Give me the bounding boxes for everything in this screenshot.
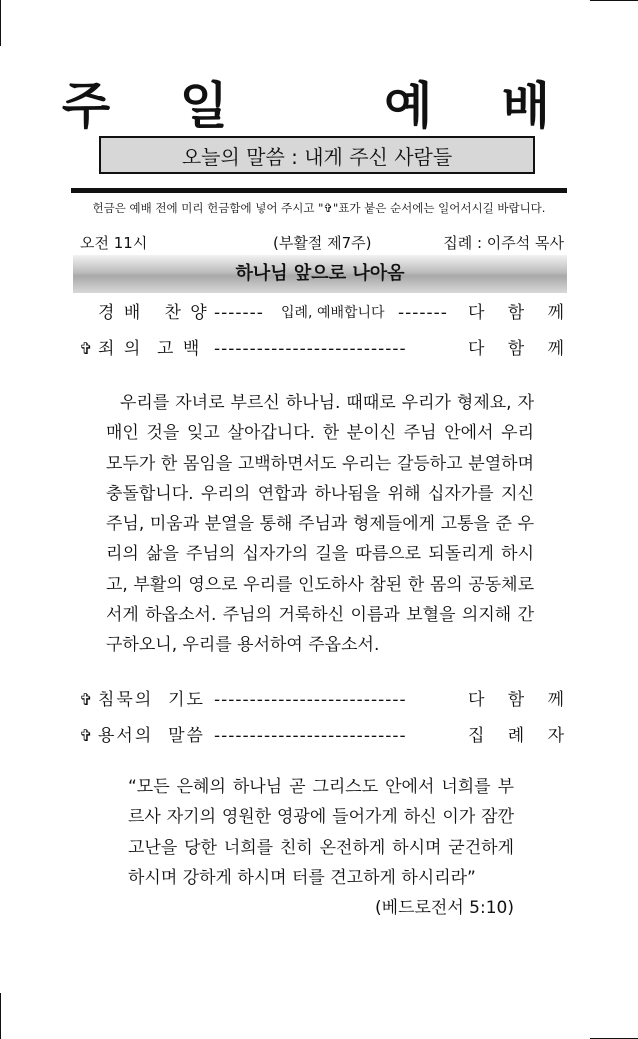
service-time: 오전 11시	[80, 234, 148, 252]
order-item-name: 경 배 찬 양	[98, 303, 209, 323]
page-title: 주 일 예 배	[61, 77, 577, 135]
order-item	[76, 687, 564, 713]
confession-prayer: 우리를 자녀로 부르신 하나님. 때때로 우리가 형제요, 자매인 것을 잊고 살아갑니다. 한 분이신 주님 안에서 우리 모두가 한 몸임을 고백하면서도 우리는 갈등하고 분열하며 충돌합니다. 우리의 연합과 하나됨을 위해 십자가를 지신 주님, 미움과 분열을 통해 주님과 형제들에게 고통을 준 우리의 삶을 주님의 십자가의 길을 따름으로 되돌리게 하시고, 부활의 영으로 우리를 인도하사 참된 한 몸의 공동체로 서게 하옵소서. 주님의 거룩하신 이름과 보혈을 의지해 간구하오니, 우리를 용서하여 주옵소서.	[106, 393, 534, 656]
order-item-leader	[468, 723, 564, 749]
order-item-leader	[468, 687, 564, 713]
leader-char: 자	[547, 726, 564, 746]
absolution-text: “모든 은혜의 하나님 곧 그리스도 안에서 너희를 부르사 자기의 영원한 영광에 들어가게 하신 이가 잠깐 고난을 당한 너희를 친히 온전하게 하시며 굳건하게 하시며 강하게 하시며 터를 견고하게 하시리라”	[128, 777, 514, 888]
order-item	[76, 723, 564, 749]
leader-dots: ---------------------------	[214, 339, 407, 359]
leader-char: 다	[468, 690, 485, 710]
leader-dots: ---------------------------	[214, 690, 407, 710]
leader-dots: -------	[398, 303, 448, 323]
sermon-subtitle: 오늘의 말씀 : 내게 주신 사람들	[181, 145, 453, 169]
stand-cross-icon: ✞	[79, 339, 93, 358]
order-item-note: 입례, 예배합니다	[281, 305, 385, 321]
order-item-name: 용서의 말씀	[98, 726, 205, 746]
absolution-scripture	[128, 772, 514, 923]
leader-dots: -------	[214, 303, 264, 323]
crop-mark-top-right	[590, 0, 638, 1]
leader-char: 함	[507, 303, 525, 323]
offering-notice: 헌금은 예배 전에 미리 헌금함에 넣어 주시고 "✞"표가 붙은 순서에는 일어서시길 바랍니다.	[92, 201, 546, 215]
leader-char: 함	[507, 339, 525, 359]
leader-char: 례	[507, 726, 525, 746]
sermon-subtitle-box	[99, 136, 535, 174]
section-title: 하나님 앞으로 나아옴	[235, 263, 405, 284]
officiant: 집례 : 이주석 목사	[443, 234, 564, 252]
crop-mark-top-left	[0, 0, 1, 46]
leader-char: 다	[468, 339, 485, 359]
scripture-reference: (베드로전서 5:10)	[375, 898, 514, 919]
leader-char: 께	[547, 339, 564, 359]
order-item-leader	[468, 336, 564, 362]
liturgical-season: (부활절 제7주)	[273, 234, 372, 252]
order-item	[76, 300, 564, 326]
order-item-leader	[468, 300, 564, 326]
order-item-name: 죄 의 고 백	[98, 339, 202, 359]
order-item	[76, 336, 564, 362]
leader-char: 함	[507, 690, 525, 710]
leader-char: 께	[547, 690, 564, 710]
leader-dots: ---------------------------	[214, 726, 407, 746]
section-banner	[73, 255, 567, 293]
order-item-name: 침묵의 기도	[98, 690, 205, 710]
leader-char: 집	[468, 726, 485, 746]
crop-mark-bottom-left	[0, 993, 1, 1039]
leader-char: 다	[468, 303, 485, 323]
header-rule	[71, 188, 567, 193]
leader-char: 께	[547, 303, 564, 323]
stand-cross-icon: ✞	[79, 726, 93, 745]
stand-cross-icon: ✞	[79, 690, 93, 709]
